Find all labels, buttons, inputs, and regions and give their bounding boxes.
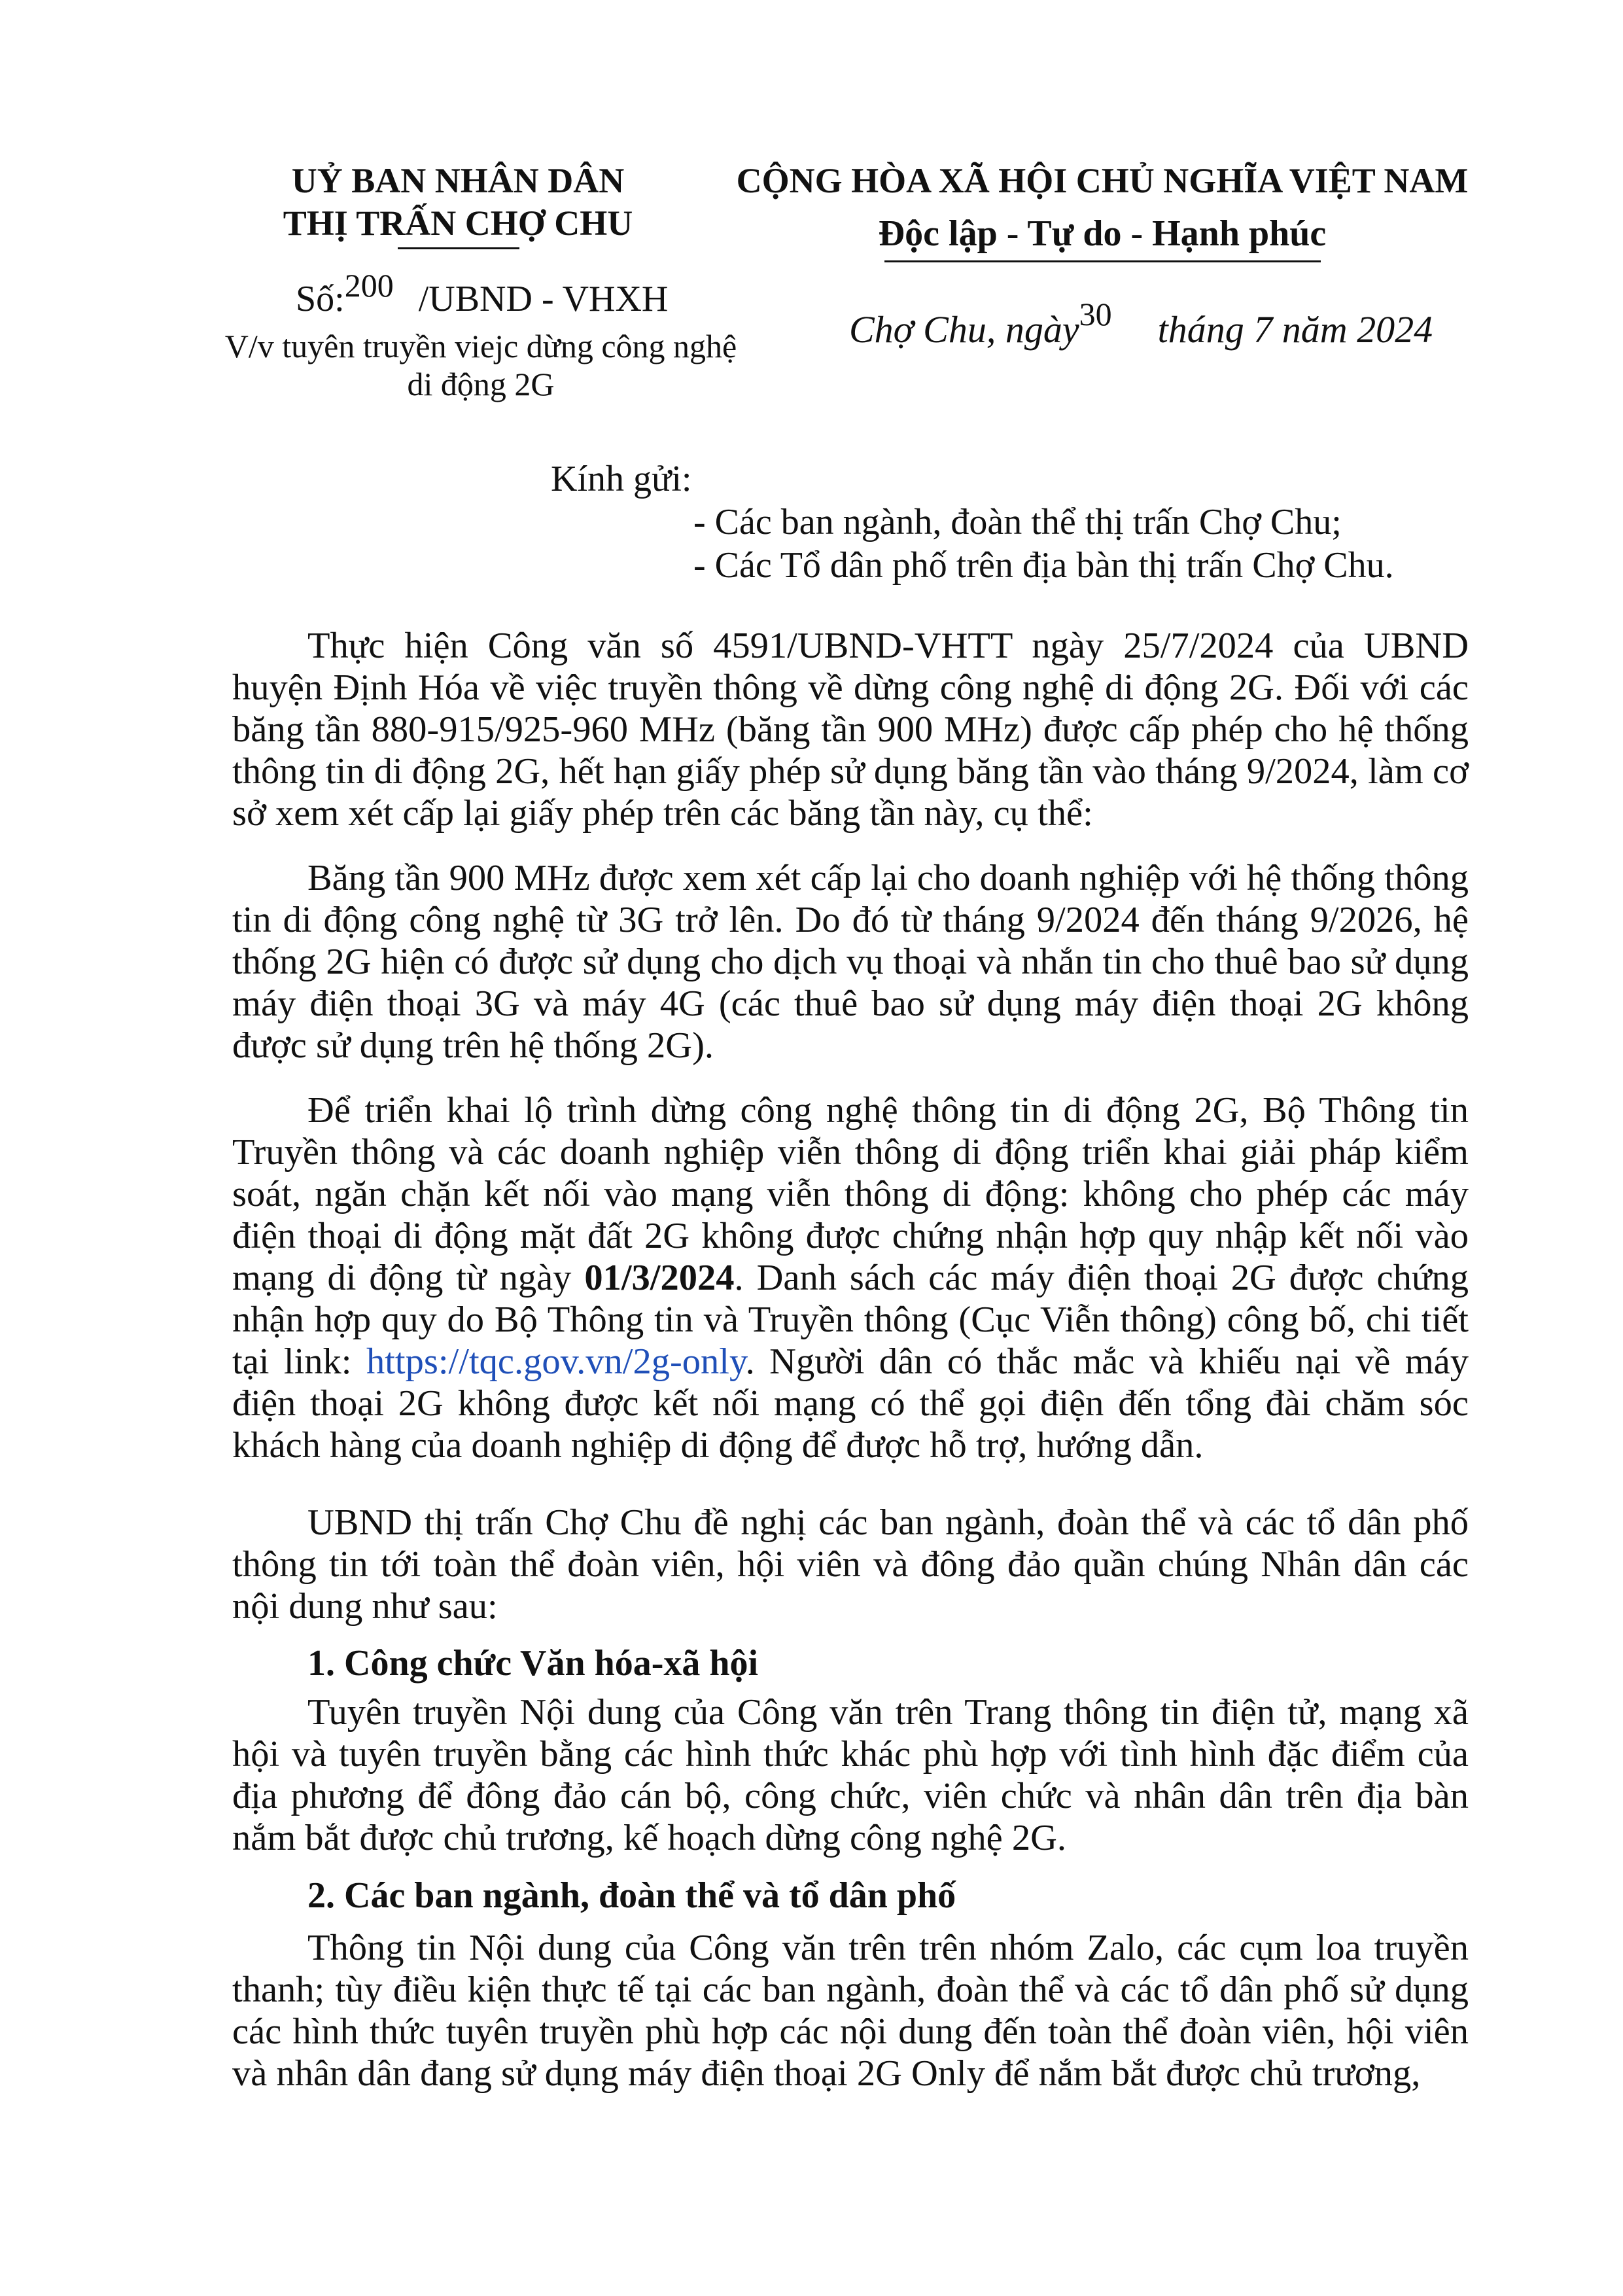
issuer-line-1: UỶ BAN NHÂN DÂN <box>291 161 625 200</box>
date-month-year: tháng 7 năm 2024 <box>1157 308 1433 351</box>
paragraph-text: . Người dân có thắc mắc và khiếu nại về máy điện thoại 2G không được kết nối mạng có thể gọi điện đến tổng đài chăm sóc khách hàng của doanh nghiệp di động để được hỗ trợ, hướng dẫn. <box>232 1341 1469 1466</box>
paragraph-text: Để triển khai lộ trình dừng công nghệ thông tin di động 2G, Bộ Thông tin Truyền thông và các doanh nghiệp viễn thông di động triển khai giải pháp kiểm soát, ngăn chặn kết nối vào mạng viễn thông di động: không cho phép các máy điện thoại di động mặt đất 2G không được chứng nhận hợp quy nhập kết nối vào mạng di động từ ngày <box>232 1090 1469 1298</box>
doc-number <box>296 267 669 320</box>
doc-number-prefix: Số: <box>296 279 345 319</box>
body-paragraph-6 <box>232 1927 1469 2094</box>
issue-date <box>849 296 1433 351</box>
paragraph-text: . Danh sách các máy điện thoại 2G được chứng nhận hợp quy do Bộ Thông tin và Truyền thông (Cục Viễn thông) công bố, chi tiết tại link: <box>232 1258 1469 1382</box>
paragraph-text: Thông tin Nội dung của Công văn trên trên nhóm Zalo, các cụm loa truyền thanh; tùy điều kiện thực tế tại các ban ngành, đoàn thể và các tổ dân phố sử dụng các hình thức tuyên truyền phù hợp các nội dung đến toàn thể đoàn viên, hội viên và nhân dân đang sử dụng máy điện thoại 2G Only để nắm bắt được chủ trương, <box>232 1928 1469 2094</box>
issuer-line-2: THỊ TRẤN CHỢ CHU <box>283 203 633 243</box>
date-day: 30 <box>1079 296 1112 332</box>
issuer-underline <box>398 247 519 249</box>
body-paragraph-1 <box>232 625 1469 834</box>
motto-underline <box>884 260 1321 262</box>
national-title: CỘNG HÒA XÃ HỘI CHỦ NGHĨA VIỆT NAM <box>736 161 1469 200</box>
body-paragraph-3 <box>232 1089 1469 1466</box>
paragraph-text: Tuyên truyền Nội dung của Công văn trên Trang thông tin điện tử, mạng xã hội và tuyên truyền bằng các hình thức khác phù hợp với tình hình đặc điểm của địa phương để đông đảo cán bộ, công chức, viên chức và nhân dân trên địa bàn nắm bắt được chủ trương, kế hoạch dừng công nghệ 2G. <box>232 1692 1469 1858</box>
body-paragraph-5 <box>232 1691 1469 1859</box>
body-paragraph-4 <box>232 1502 1469 1627</box>
paragraph-text: Băng tần 900 MHz được xem xét cấp lại cho doanh nghiệp với hệ thống thông tin di động công nghệ từ 3G trở lên. Do đó từ tháng 9/2024 đến tháng 9/2026, hệ thống 2G hiện có được sử dụng cho dịch vụ thoại và nhắn tin cho thuê bao sử dụng máy điện thoại 3G và máy 4G (các thuê bao sử dụng máy điện thoại 2G không được sử dụng trên hệ thống 2G). <box>232 858 1469 1066</box>
recipient-item: - Các ban ngành, đoàn thể thị trấn Chợ Chu; <box>693 502 1342 542</box>
doc-number-value: 200 <box>344 267 394 304</box>
subject-line-2: di động 2G <box>407 366 555 402</box>
paragraph-text: Thực hiện Công văn số 4591/UBND-VHTT ngày 25/7/2024 của UBND huyện Định Hóa về việc truyền thông về dừng công nghệ di động 2G. Đối với các băng tần 880-915/925-960 MHz (băng tần 900 MHz) được cấp phép cho hệ thống thông tin di động 2G, hết hạn giấy phép sử dụng băng tần vào tháng 9/2024, làm cơ sở xem xét cấp lại giấy phép trên các băng tần này, cụ thể: <box>232 626 1469 834</box>
recipient-item: - Các Tổ dân phố trên địa bàn thị trấn Chợ Chu. <box>693 545 1394 586</box>
section-heading-2: 2. Các ban ngành, đoàn thể và tổ dân phố <box>307 1875 956 1916</box>
subject-line-1: V/v tuyên truyền viejc dừng công nghệ <box>224 328 737 364</box>
effective-date: 01/3/2024 <box>584 1258 735 1298</box>
section-heading-1: 1. Công chức Văn hóa-xã hội <box>307 1643 759 1684</box>
paragraph-text: UBND thị trấn Chợ Chu đề nghị các ban ngành, đoàn thể và các tổ dân phố thông tin tới toàn thể đoàn viên, hội viên và đông đảo quần chúng Nhân dân các nội dung như sau: <box>232 1502 1469 1627</box>
recipients-label: Kính gửi: <box>551 459 692 499</box>
2g-only-link[interactable]: https://tqc.gov.vn/2g-only <box>366 1341 746 1382</box>
body-paragraph-2 <box>232 857 1469 1067</box>
doc-number-suffix: /UBND - VHXH <box>418 279 669 319</box>
date-place: Chợ Chu, ngày <box>849 308 1079 351</box>
national-motto: Độc lập - Tự do - Hạnh phúc <box>878 213 1327 254</box>
